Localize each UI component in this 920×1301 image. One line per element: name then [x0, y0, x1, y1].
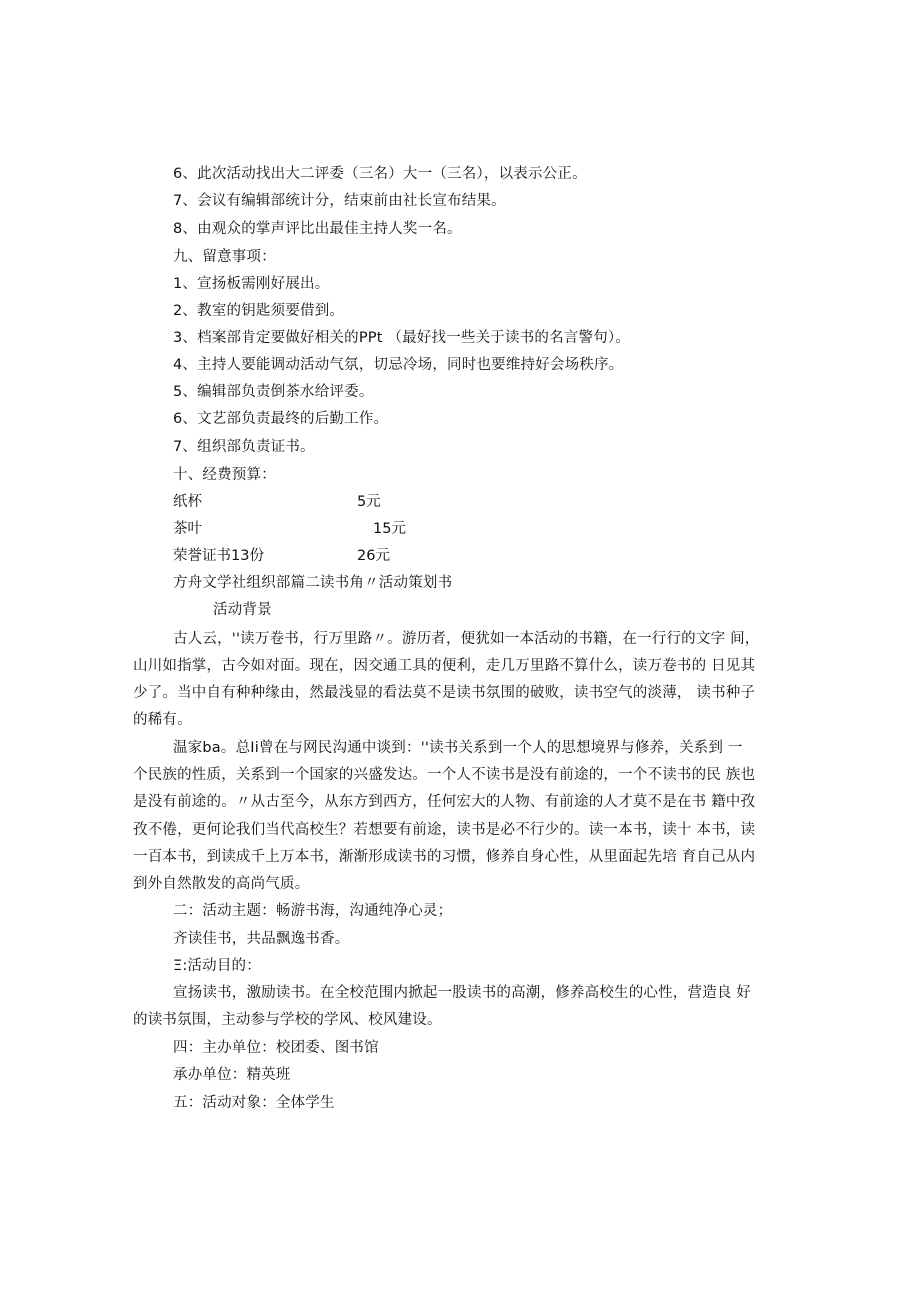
- notice-item-7: 7、组织部负责证书。: [173, 439, 315, 455]
- section-9-heading: 九、留意事项：: [173, 249, 276, 265]
- notice-item-1: 1、宣扬板需刚好展出。: [173, 276, 330, 292]
- paragraph-line: 到外自然散发的高尚气质。: [133, 876, 310, 892]
- budget-item-name: 纸杯: [173, 494, 202, 510]
- rule-item-7: 7、会议有编辑部统计分，结束前由社长宣布结果。: [173, 193, 506, 209]
- purpose-heading: Ξ:活动目的：: [173, 958, 261, 974]
- organizer-unit: 承办单位：精英班: [173, 1067, 291, 1083]
- section-2-title: 方舟文学社组织部篇二读书角〃活动策划书: [173, 575, 453, 591]
- notice-item-4: 4、主持人要能调动活动气氛，切忌冷场，同时也要维持好会场秩序。: [173, 357, 624, 373]
- section-10-heading: 十、经费预算：: [173, 467, 276, 483]
- paragraph-line: 古人云，''读万卷书，行万里路〃。游历者，便犹如一本活动的书籍，在一行行的文字 间，: [173, 631, 760, 647]
- notice-item-6: 6、文艺部负责最终的后勤工作。: [173, 411, 389, 427]
- paragraph-line: 山川如指掌，古今如对面。现在，因交通工具的便利，走几万里路不算什么，读万卷书的 日见其: [133, 658, 756, 674]
- paragraph-line: 个民族的性质，关系到一个国家的兴盛发达。一个人不读书是没有前途的，一个不读书的民 族也: [133, 767, 756, 783]
- paragraph-line: 是没有前途的。〃从古至今，从东方到西方，任何宏大的人物、有前途的人才莫不是在书 籍中孜: [133, 794, 756, 810]
- paragraph-line: 宣扬读书，激励读书。在全校范围内掀起一股读书的高潮，修养高校生的心性，营造良 好: [173, 985, 752, 1001]
- paragraph-line: 的读书氛围，主动参与学校的学风、校风建设。: [133, 1012, 442, 1028]
- paragraph-line: 孜不倦，更何论我们当代高校生？若想要有前途，读书是必不行少的。读一本书，读十 本书，读: [133, 822, 756, 838]
- rule-item-6: 6、此次活动找出大二评委（三名）大一（三名），以表示公正。: [173, 166, 587, 182]
- paragraph-line: 的稀有。: [133, 712, 192, 728]
- background-heading: 活动背景: [213, 602, 272, 618]
- budget-item-name: 茶叶: [173, 521, 202, 537]
- notice-item-2: 2、教室的钥匙须要借到。: [173, 303, 345, 319]
- budget-item-name: 荣誉证书13份: [173, 548, 264, 564]
- budget-item-amount: 15元: [373, 521, 406, 537]
- notice-item-3: 3、档案部肯定要做好相关的PPt （最好找一些关于读书的名言警句）。: [173, 330, 631, 346]
- theme-line-2: 齐读佳书，共品飘逸书香。: [173, 931, 350, 947]
- paragraph-line: 一百本书，到读成千上万本书，渐渐形成读书的习惯，修养自身心性，从里面起先培 育自己从内: [133, 849, 756, 865]
- budget-item-amount: 26元: [357, 548, 390, 564]
- paragraph-line: 少了。当中自有种种缘由，然最浅显的看法莫不是读书氛围的破败，读书空气的淡薄， 读书种子: [133, 685, 756, 701]
- rule-item-8: 8、由观众的掌声评比出最佳主持人奖一名。: [173, 221, 462, 237]
- notice-item-5: 5、编辑部负责倒茶水给评委。: [173, 384, 374, 400]
- paragraph-line: 温家ba。总Ii曾在与网民沟通中谈到：''读书关系到一个人的思想境界与修养，关系到 一: [173, 740, 743, 756]
- host-unit: 四：主办单位：校团委、图书馆: [173, 1040, 379, 1056]
- target-audience: 五：活动对象：全体学生: [173, 1095, 335, 1111]
- budget-item-amount: 5元: [357, 494, 381, 510]
- theme-heading: 二：活动主题：畅游书海，沟通纯净心灵；: [173, 903, 453, 919]
